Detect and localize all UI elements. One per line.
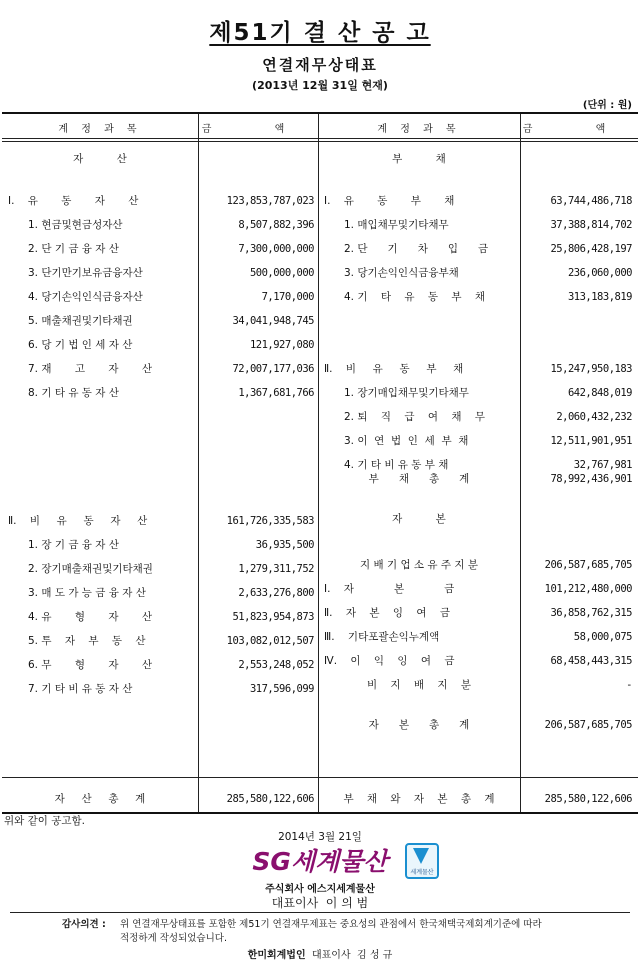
left-label: 5. 매출채권및기타채권 — [28, 315, 133, 327]
right-amount: 12,511,901,951 — [550, 435, 632, 447]
right-label: 1. 매입채무및기타채무 — [344, 219, 449, 231]
right-label: 부 채 — [392, 153, 446, 165]
left-amount: 7,300,000,000 — [238, 243, 314, 255]
left-amount: 7,170,000 — [261, 291, 314, 303]
right-amount: 37,388,814,702 — [550, 219, 632, 231]
right-label: 4. 기 타 유 동 부 채 — [344, 291, 485, 303]
notice-title: 제51기 결 산 공 고 — [209, 20, 431, 46]
left-amount: 121,927,080 — [249, 339, 314, 351]
left-amount: 8,507,882,396 — [238, 219, 314, 231]
left-amount: 123,853,787,023 — [226, 195, 314, 207]
audit-label: 감사의견 : — [62, 919, 106, 930]
right-label: Ⅰ. 유 동 부 채 — [324, 195, 455, 207]
left-label: 2. 장기매출채권및기타채권 — [28, 563, 153, 575]
left-label: 2. 단 기 금 융 자 산 — [28, 243, 119, 255]
right-amount: 25,806,428,197 — [550, 243, 632, 255]
right-label: Ⅰ. 자 본 금 — [324, 583, 455, 595]
total-rule — [2, 777, 638, 778]
left-label: 1. 장 기 금 융 자 산 — [28, 539, 119, 551]
statement-date: (2013년 12월 31일 현재) — [252, 79, 388, 92]
right-label: 부 채 총 계 — [368, 473, 470, 485]
statement-title: 연결재무상태표 — [262, 56, 378, 74]
left-label: Ⅱ. 비 유 동 자 산 — [8, 515, 148, 527]
notice-date: 2014년 3월 21일 — [278, 831, 362, 843]
balance-sheet-table — [2, 112, 638, 814]
auditor-line — [0, 946, 640, 961]
logo-text: SG세계물산 — [252, 847, 388, 876]
company-ceo: 대표이사 이 의 범 — [271, 896, 369, 910]
right-amount: 101,212,480,000 — [544, 583, 632, 595]
right-amount: 313,183,819 — [567, 291, 632, 303]
header-amount-left: 금 액 — [201, 124, 315, 135]
badge-logo — [405, 843, 439, 879]
left-label: 6. 당 기 법 인 세 자 산 — [28, 339, 133, 351]
left-amount: 317,596,099 — [249, 683, 314, 695]
left-label: 3. 매 도 가 능 금 융 자 산 — [28, 587, 146, 599]
right-label: 4. 기 타 비 유 동 부 채 — [344, 459, 449, 471]
right-amount: 58,000,075 — [573, 631, 632, 643]
right-amount: - — [626, 679, 632, 691]
left-label: 7. 재 고 자 산 — [28, 363, 153, 375]
right-amount: 206,587,685,705 — [544, 719, 632, 731]
right-label: Ⅲ. 기타포괄손익누계액 — [324, 631, 440, 643]
right-amount: 78,992,436,901 — [550, 473, 632, 485]
left-amount: 36,935,500 — [255, 539, 314, 551]
left-label: 7. 기 타 비 유 동 자 산 — [28, 683, 133, 695]
left-label: 5. 투 자 부 동 산 — [28, 635, 146, 647]
left-label: 4. 유 형 자 산 — [28, 611, 153, 623]
right-label: 3. 당기손익인식금융부채 — [344, 267, 459, 279]
left-amount: 285,580,122,606 — [226, 793, 314, 805]
left-label: 3. 단기만기보유금융자산 — [28, 267, 143, 279]
left-amount: 72,007,177,036 — [232, 363, 314, 375]
header-amount-right: 금 액 — [522, 124, 636, 135]
unit-label: (단위 : 원) — [582, 100, 632, 111]
right-amount: 68,458,443,315 — [550, 655, 632, 667]
left-label: 4. 당기손익인식금융자산 — [28, 291, 143, 303]
right-amount: 642,848,019 — [567, 387, 632, 399]
right-amount: 236,060,000 — [567, 267, 632, 279]
left-amount: 103,082,012,507 — [226, 635, 314, 647]
v-mark-icon — [413, 848, 429, 864]
footer-rule — [10, 912, 630, 913]
column-divider — [318, 114, 319, 812]
right-label: Ⅱ. 자 본 잉 여 금 — [324, 607, 450, 619]
left-label: 자 산 총 계 — [54, 793, 146, 805]
right-label: 비 지 배 지 분 — [366, 679, 472, 691]
left-amount: 2,633,276,800 — [238, 587, 314, 599]
left-amount: 51,823,954,873 — [232, 611, 314, 623]
left-label: 1. 현금및현금성자산 — [28, 219, 123, 231]
right-label: 2. 퇴 직 급 여 채 무 — [344, 411, 485, 423]
left-label: 8. 기 타 유 동 자 산 — [28, 387, 119, 399]
notice-text: 위와 같이 공고함. — [4, 815, 86, 827]
right-amount: 206,587,685,705 — [544, 559, 632, 571]
audit-opinion-line1: 위 연결재무상태표를 포함한 제51기 연결재무제표는 중요성의 관점에서 한국채택국제회계기준에 따라 — [120, 919, 542, 930]
right-amount: 63,744,486,718 — [550, 195, 632, 207]
company-logo — [0, 842, 640, 878]
header-rule — [2, 141, 638, 142]
right-label: 3. 이 연 법 인 세 부 채 — [344, 435, 469, 447]
right-label: 자 본 — [392, 513, 446, 525]
header-item-left: 계 정 과 목 — [58, 124, 142, 135]
right-amount: 32,767,981 — [573, 459, 632, 471]
right-label: 부 채 와 자 본 총 계 — [343, 793, 495, 805]
auditor-firm: 한미회계법인 — [247, 950, 306, 961]
right-label: 1. 장기매입채무및기타채무 — [344, 387, 469, 399]
left-amount: 2,553,248,052 — [238, 659, 314, 671]
right-amount: 285,580,122,606 — [544, 793, 632, 805]
audit-opinion-line2: 적정하게 작성되었습니다. — [120, 933, 227, 944]
right-label: 자 본 총 계 — [368, 719, 470, 731]
left-amount: 1,279,311,752 — [238, 563, 314, 575]
badge-text: 세계물산 — [410, 869, 434, 876]
right-amount: 15,247,950,183 — [550, 363, 632, 375]
right-label: Ⅱ. 비 유 동 부 채 — [324, 363, 464, 375]
left-label: 자 산 — [73, 153, 127, 165]
right-amount: 36,858,762,315 — [550, 607, 632, 619]
header-rule — [2, 138, 638, 139]
right-label: 지 배 기 업 소 유 주 지 분 — [360, 559, 478, 571]
right-label: 2. 단 기 차 입 금 — [344, 243, 489, 255]
left-amount: 34,041,948,745 — [232, 315, 314, 327]
auditor-ceo: 대표이사 김 성 규 — [311, 950, 393, 961]
header-item-right: 계 정 과 목 — [377, 124, 461, 135]
right-label: Ⅳ. 이 익 잉 여 금 — [324, 655, 455, 667]
right-amount: 2,060,432,232 — [556, 411, 632, 423]
left-label: 6. 무 형 자 산 — [28, 659, 153, 671]
company-name: 주식회사 에스지세계물산 — [265, 884, 375, 895]
left-amount: 1,367,681,766 — [238, 387, 314, 399]
left-amount: 161,726,335,583 — [226, 515, 314, 527]
left-amount: 500,000,000 — [249, 267, 314, 279]
left-label: Ⅰ. 유 동 자 산 — [8, 195, 139, 207]
